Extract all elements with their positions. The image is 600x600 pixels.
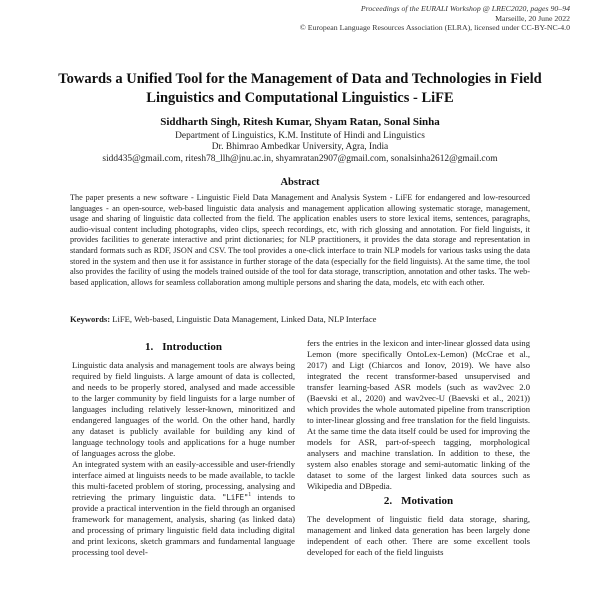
author-names: Siddharth Singh, Ritesh Kumar, Shyam Ratan, Sonal Sinha xyxy=(160,116,440,128)
abstract-text: The paper presents a new software - Linguistic Field Data Management and Analysis System - LiFE for endangered and low-resourced languages - an open-source, web-based linguistic data analysis and management application allowing systematic storage, management, usage and sharing of linguistic data collected from the field. The application enables users to store lexical items, sentences, paragraphs, audio-visual content including photographs, video clips, speech recordings, etc, with rich glossing and annotation. For field linguists, it provides facilities to generate interactive and print dictionaries; for NLP practitioners, it provides the data storage and representation in standard formats such as RDF, JSON and CSV. The tool provides a one-click interface to train NLP models for various tasks using the data stored in the system and then use it for assistance in further storage of the data (especially for the field linguists). At the same time, the tool also provides the facility of using the models trained outside of the tool for data storage, transcription, annotation and other tasks. The web-based application, allows for seamless collaboration among multiple persons and sharing the data, models, etc with each other. xyxy=(70,193,530,287)
right-column xyxy=(307,338,530,600)
copyright-line: © European Language Resources Association (ELRA), licensed under CC-BY-NC-4.0 xyxy=(299,23,570,33)
affiliation-line-1: Department of Linguistics, K.M. Institute of Hindi and Linguistics xyxy=(175,130,425,141)
venue-date-line: Marseille, 20 June 2022 xyxy=(495,13,570,23)
body-columns xyxy=(72,338,530,600)
left-column xyxy=(72,338,295,600)
author-emails: sidd435@gmail.com, ritesh78_llh@jnu.ac.in, shyamratan2907@gmail.com, sonalsinha2612@gmail.com xyxy=(102,153,498,164)
section-title: Introduction xyxy=(162,341,222,353)
life-tool-name: "LiFE" xyxy=(222,493,249,502)
abstract-heading: Abstract xyxy=(280,177,320,188)
section-title: Motivation xyxy=(401,495,454,507)
paper-title: Towards a Unified Tool for the Management of Data and Technologies in Field Linguistics and Computational Linguistics - LiFE xyxy=(58,71,542,106)
intro-paragraph-1: Linguistic data analysis and management tools are always being required by field linguists. A large amount of data is collected, and needs to be properly stored, analysed and made accessible to the larger community by field linguists for a large number of languages including relatively lesser-known, minoritized and endangered languages of the world. On the other hand, hardly any dataset is publicly available for building any kind of language technology tools and applications for a huge number of languages across the globe. xyxy=(72,360,295,458)
intro-p2-text: An integrated system with an easily-accessible and user-friendly interface aimed at linguists needs to be made available, to tackle this multi-faceted problem of storing, processing, analysing and retrieving the primary linguistic data. xyxy=(72,459,295,502)
intro-p2-text-cont: intends to provide a practical intervention in the field through an organised framework for management, analysis, sharing (as linked data) and processing of primary linguistic field data including digital and print lexicons, sketch grammars and fundamental language processing tool devel- xyxy=(72,492,295,557)
proceedings-line: Proceedings of the EURALI Workshop @ LREC2020, pages 90–94 xyxy=(360,4,570,13)
keywords-line xyxy=(70,314,530,325)
section-heading-motivation xyxy=(307,495,530,508)
publication-header xyxy=(300,4,570,33)
section-number: 1. xyxy=(145,341,154,353)
keywords-label: Keywords: xyxy=(70,314,111,324)
keywords-text: LiFE, Web-based, Linguistic Data Management, Linked Data, NLP Interface xyxy=(110,314,377,324)
section-heading-introduction xyxy=(72,341,295,354)
footnote-marker: 1 xyxy=(248,492,252,499)
section-number: 2. xyxy=(383,495,393,507)
intro-paragraph-continued: fers the entries in the lexicon and inter-linear glossed data using Lemon (more specifically OntoLex-Lemon) (McCrae et al., 2017) and Ligt (Chiarcos and Ionov, 2019). We have also integrated the recent transformer-based unsupervised and transfer learning-based ASR models (such as wav2vec 2.0 (Baevski et al., 2020) and wav2vec-U (Baevski et al., 2021)) which provides the whole automated pipeline from transcription to inter-linear glossing and free translation for the field linguists. At the same time the data itself could be used for improving the models for ASR, part-of-speech tagging, morphological analysers and machine translation. In addition to these, the system also enables storage and semi-automatic linking of the dataset to some of the largest linked data sources such as Wikipedia and DBpedia. xyxy=(307,338,530,491)
intro-paragraph-2 xyxy=(72,459,295,558)
abstract-section xyxy=(70,177,530,288)
motivation-paragraph-1: The development of linguistic field data storage, sharing, management and linked data generation has been largely done independent of each other. There are some excellent tools developed for each of the field linguists xyxy=(307,514,530,557)
front-matter xyxy=(40,70,560,165)
affiliation-line-2: Dr. Bhimrao Ambedkar University, Agra, India xyxy=(211,142,389,152)
